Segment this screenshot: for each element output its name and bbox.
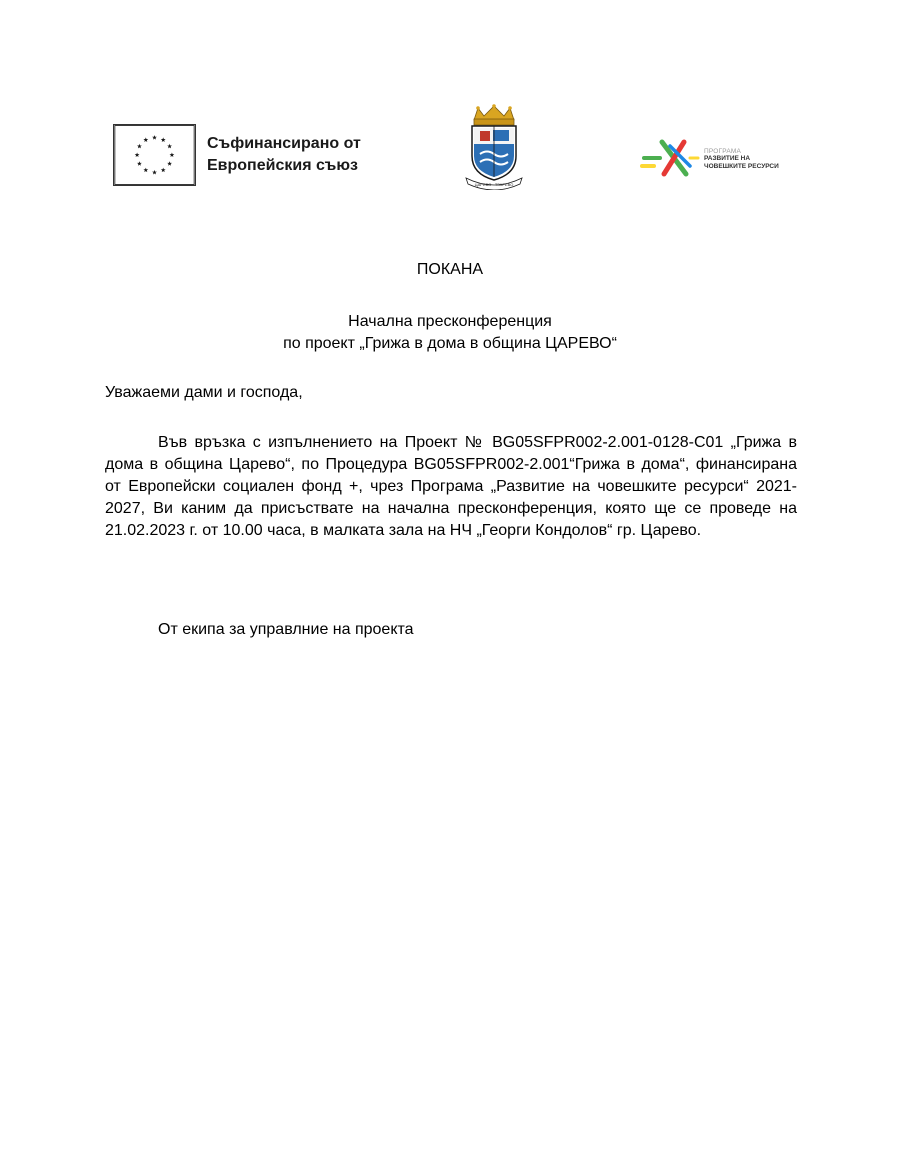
hrd-text-line1: ПРОГРАМА <box>704 147 742 155</box>
hrd-text-line2: РАЗВИТИЕ НА <box>704 155 751 163</box>
signoff: От екипа за управлние на проекта <box>158 621 414 638</box>
document-title: ПОКАНА <box>416 261 484 278</box>
greeting: Уважаеми дами и господа, <box>105 384 303 401</box>
hrd-program-mark-icon <box>640 136 700 182</box>
eu-cofunded-logo <box>113 124 361 186</box>
invitation-body: Във връзка с изпълнението на Проект № BG05SFPR002-2.001-0128-C01 „Грижа в дома в община Царево“, по Процедура BG05SFPR002-2.001“Грижа в дома“, финансирана от Европейски социален фонд +, чрез Програма „Развитие на човешките ресурси“ 2021-2027, Ви каним да присъствате на начална пресконференция, която ще се проведе на 21.02.2023 г. от 10.00 часа, в малката зала на НЧ „Георги Кондолов“ гр. Царево. <box>105 434 797 539</box>
subtitle-line1: Начална пресконференция <box>348 313 552 330</box>
eu-text-line1: Съфинансирано от <box>207 135 361 152</box>
eu-cofunded-text <box>207 133 361 177</box>
document-subtitle <box>0 311 900 355</box>
subtitle-line2: по проект „Грижа в дома в община ЦАРЕВО“ <box>283 335 617 352</box>
tsarevo-crest-icon <box>460 104 528 190</box>
hrd-text-line3: ЧОВЕШКИТЕ РЕСУРСИ <box>704 162 779 170</box>
crest-ribbon-text: ЦАРЕВО · ТЗАРЕВО <box>474 182 514 187</box>
eu-flag-icon <box>113 124 196 186</box>
hrd-program-logo <box>640 136 779 182</box>
logo-header <box>0 100 900 195</box>
eu-text-line2: Европейския съюз <box>207 157 358 174</box>
hrd-program-text <box>704 148 779 171</box>
